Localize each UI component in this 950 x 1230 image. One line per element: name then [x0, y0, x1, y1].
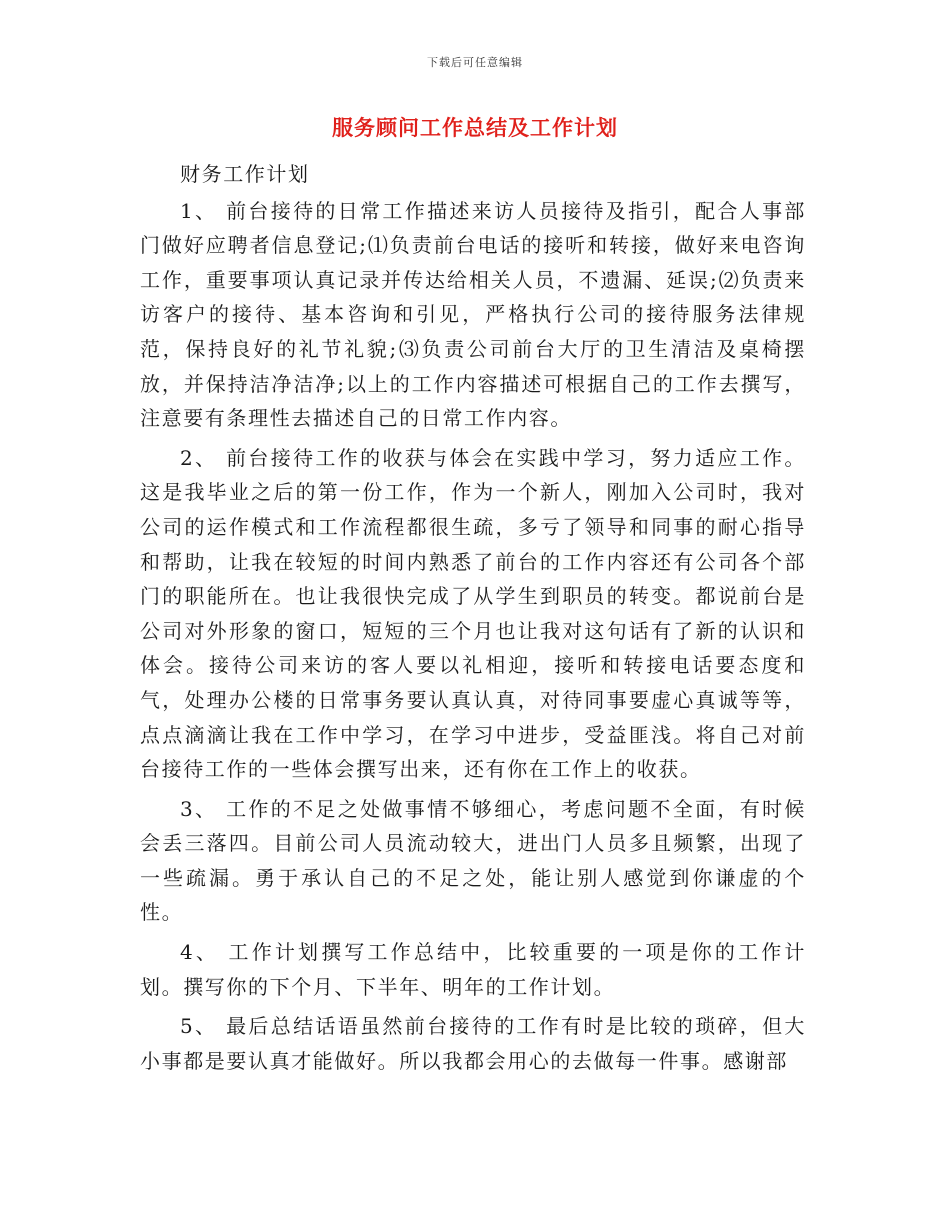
paragraph-3: 3、 工作的不足之处做事情不够细心，考虑问题不全面，有时候会丢三落四。目前公司人员流动较大，进出门人员多且频繁，出现了一些疏漏。勇于承认自己的不足之处，能让别人感觉到你谦虚的个性。: [140, 796, 806, 925]
document-title: 服务顾问工作总结及工作计划: [332, 115, 618, 140]
paragraph-5: 5、 最后总结话语虽然前台接待的工作有时是比较的琐碎，但大小事都是要认真才能做好。所以我都会用心的去做每一件事。感谢部: [140, 1014, 806, 1073]
paragraph-4: 4、 工作计划撰写工作总结中，比较重要的一项是你的工作计划。撰写你的下个月、下半年、明年的工作计划。: [140, 940, 806, 999]
paragraph-2: 2、 前台接待工作的收获与体会在实践中学习，努力适应工作。这是我毕业之后的第一份工作，作为一个新人，刚加入公司时，我对公司的运作模式和工作流程都很生疏，多亏了领导和同事的耐心指导和帮助，让我在较短的时间内熟悉了前台的工作内容还有公司各个部门的职能所在。也让我很快完成了从学生到职员的转变。都说前台是公司对外形象的窗口，短短的三个月也让我对这句话有了新的认识和体会。接待公司来访的客人要以礼相迎，接听和转接电话要态度和气，处理办公楼的日常事务要认真认真，对待同事要虚心真诚等等，点点滴滴让我在工作中学习，在学习中进步，受益匪浅。将自己对前台接待工作的一些体会撰写出来，还有你在工作上的收获。: [140, 445, 806, 782]
section-heading: 财务工作计划: [180, 162, 310, 186]
paragraph-1: 1、 前台接待的日常工作描述来访人员接待及指引，配合人事部门做好应聘者信息登记;⑴负责前台电话的接听和转接，做好来电咨询工作，重要事项认真记录并传达给相关人员，不遗漏、延误;⑵负责来访客户的接待、基本咨询和引见，严格执行公司的接待服务法律规范，保持良好的礼节礼貌;⑶负责公司前台大厅的卫生清洁及桌椅摆放，并保持洁净洁净;以上的工作内容描述可根据自己的工作去撰写，注意要有条理性去描述自己的日常工作内容。: [140, 198, 806, 431]
header-note: 下载后可任意编辑: [427, 56, 523, 69]
document-body: [140, 157, 806, 1083]
